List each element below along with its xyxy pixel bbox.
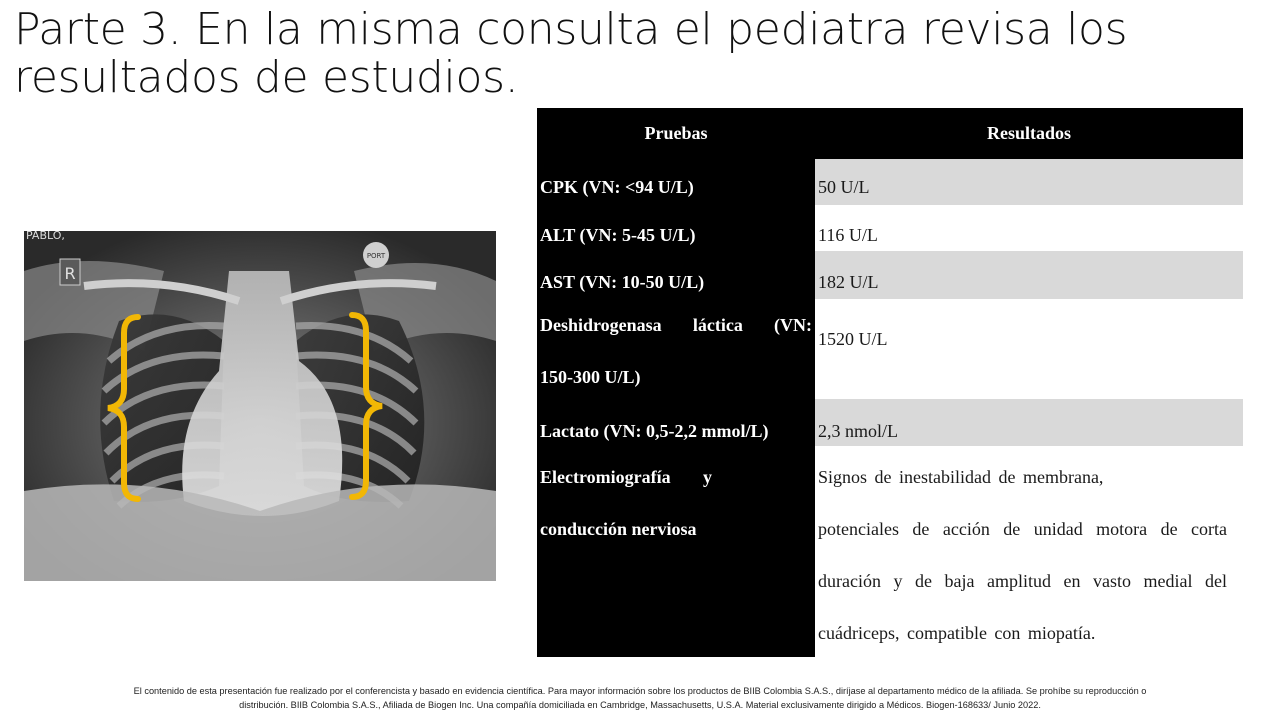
- test-result: [815, 451, 1243, 659]
- test-result-line: potenciales de acción de unidad motora de corta: [818, 519, 1227, 539]
- chest-xray-image: [24, 231, 496, 581]
- slide-title: [14, 6, 1264, 102]
- test-result: 182 U/L: [815, 251, 1243, 299]
- table-row: [537, 446, 1243, 657]
- footer-line-1: El contenido de esta presentación fue realizado por el conferencista y basado en evidencia científica. Para mayor información sobre los productos de BIIB Colombia S.A.S., diríjase al departamento médico de la afiliada. Se prohíbe su reproducción o: [133, 686, 1147, 696]
- xray-marker-r: R: [64, 264, 76, 283]
- test-result-line: cuádriceps, compatible con miopatía.: [818, 623, 1096, 643]
- test-name-line: 150-300 U/L): [540, 367, 641, 387]
- slide-title-line-1: Parte 3. En la misma consulta el pediatra revisa los: [14, 4, 1128, 55]
- test-name: CPK (VN: <94 U/L): [540, 177, 694, 197]
- table-row: [537, 159, 1243, 205]
- test-result: 2,3 nmol/L: [815, 399, 1243, 446]
- test-name-line: Electromiografía y: [540, 467, 712, 487]
- header-tests: Pruebas: [537, 108, 815, 159]
- xray-label: PABLO,: [26, 231, 65, 242]
- test-result-line: duración y de baja amplitud en vasto medial del: [818, 571, 1227, 591]
- table-row: [537, 205, 1243, 251]
- table-row: [537, 399, 1243, 446]
- test-name: ALT (VN: 5-45 U/L): [540, 225, 696, 245]
- slide-title-line-2: resultados de estudios.: [14, 52, 519, 103]
- xray-marker-port: PORT: [366, 252, 386, 260]
- test-result: 116 U/L: [818, 225, 878, 245]
- test-result: [815, 299, 1243, 399]
- test-name: Lactato (VN: 0,5-2,2 mmol/L): [540, 421, 769, 441]
- test-result: 50 U/L: [815, 159, 1243, 205]
- test-result-line: Signos de inestabilidad de membrana,: [818, 467, 1104, 487]
- test-name: [540, 299, 812, 403]
- footer-line-2: distribución. BIIB Colombia S.A.S., Afiliada de Biogen Inc. Una compañía domiciliada en Cambridge, Massachusetts, U.S.A. Material exclusivamente dirigido a Médicos. Biogen-168633/ Junio 2022.: [239, 700, 1041, 710]
- results-table: [537, 108, 1243, 657]
- test-name: AST (VN: 10-50 U/L): [540, 272, 705, 292]
- test-name-line: conducción nerviosa: [540, 519, 697, 539]
- header-results: Resultados: [815, 108, 1243, 159]
- test-name: [540, 451, 812, 555]
- table-row: [537, 299, 1243, 399]
- test-result-value: 1520 U/L: [818, 329, 888, 349]
- legal-footer: [20, 684, 1260, 712]
- test-name-line: Deshidrogenasa láctica (VN:: [540, 315, 812, 335]
- table-row: [537, 251, 1243, 299]
